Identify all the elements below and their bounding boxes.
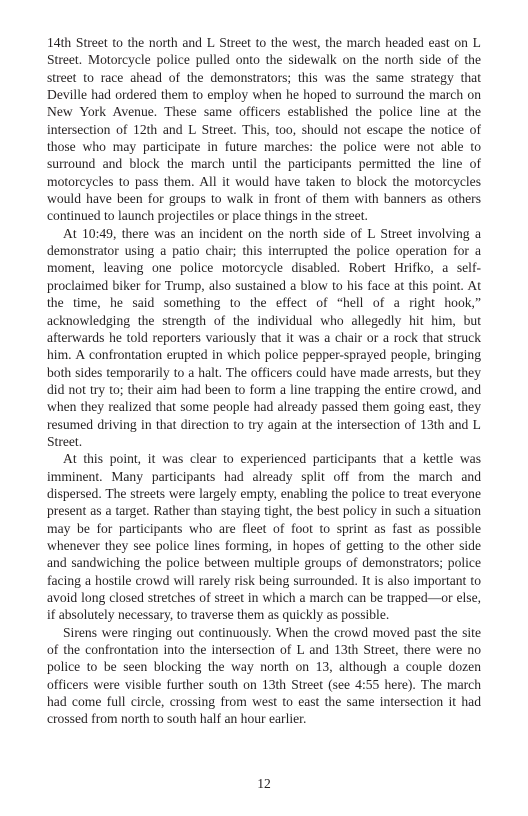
body-text: [47, 34, 481, 728]
paragraph: 14th Street to the north and L Street to the west, the march headed east on L Street. Motorcycle police pulled onto the sidewalk on the north side of the street to race ahead of the demonstrators; this was the same strategy that Deville had ordered them to employ when he hoped to surround the march on New York Avenue. These same officers established the police line at the intersection of 12th and L Street. This, too, should not escape the notice of those who may participate in future marches: the police were not able to surround and block the march until the participants permitted the line of motorcycles to pass them. All it would have taken to block the motorcycles would have been for groups to walk in front of them with banners as others continued to launch projectiles or place things in the street.: [47, 35, 481, 224]
paragraph: At this point, it was clear to experienced participants that a kettle was imminent. Many participants had already split off from the march and dispersed. The streets were largely empty, enabling the police to treat everyone present as a target. Rather than staying tight, the best policy in such a situation may be for participants who are fleet of foot to sprint as fast as possible whenever they see police lines forming, in hopes of getting to the other side and sandwiching the police between multiple groups of demonstrators; police facing a hostile crowd will rarely risk being surrounded. It is also important to avoid long closed stretches of street in which a march can be trapped—or else, if absolutely necessary, to traverse them as quickly as possible.: [47, 451, 481, 623]
paragraph: Sirens were ringing out continuously. When the crowd moved past the site of the confrontation into the intersection of L and 13th Street, there were no police to be seen blocking the way north on 13, although a couple dozen officers were visible further south on 13th Street (see 4:55 here). The march had come full circle, crossing from west to east the same intersection it had crossed from north to south half an hour earlier.: [47, 624, 481, 727]
page-number: 12: [257, 776, 271, 791]
paragraph: At 10:49, there was an incident on the north side of L Street involving a demonstrator using a patio chair; this interrupted the police operation for a moment, leaving one police motorcycle disabled. Robert Hrifko, a self-proclaimed biker for Trump, also sustained a blow to his face at this point. At the time, he said something to the effect of “hell of a right hook,” acknowledging the strength of the individual who allegedly hit him, but afterwards he told reporters variously that it was a chair or a rock that struck him. A confrontation erupted in which police pepper-sprayed people, bringing both sides temporarily to a halt. The officers could have made arrests, but they did not try to; their aim had been to form a line trapping the entire crowd, and when they realized that some people had already passed them going east, they resumed driving in that direction to try again at the intersection of 13th and L Street.: [47, 225, 481, 449]
